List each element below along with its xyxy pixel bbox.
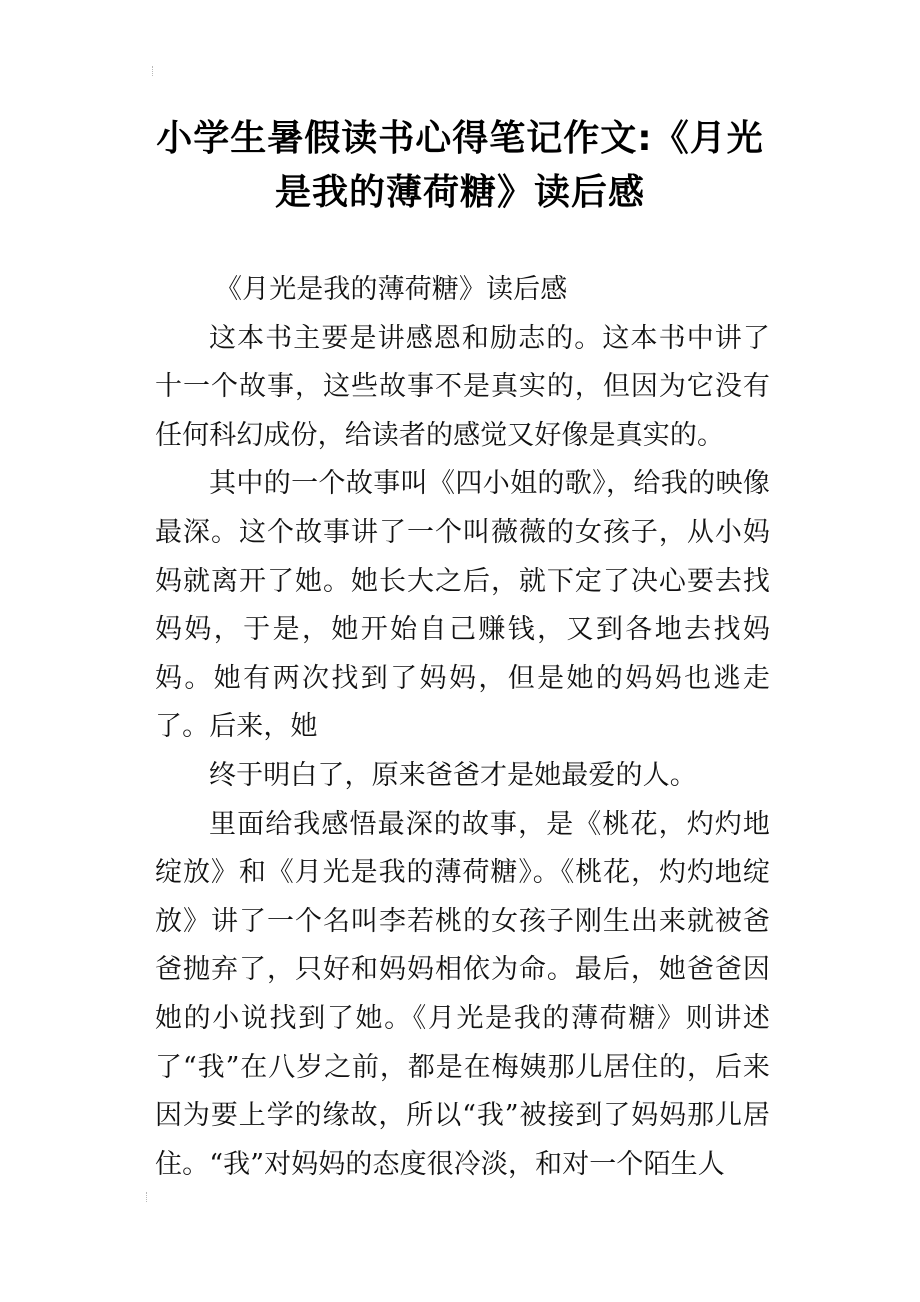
paragraph: 其中的一个故事叫《四小姐的歌》，给我的映像最深。这个故事讲了一个叫薇薇的女孩子，从小妈妈就离开了她。她长大之后，就下定了决心要去找妈妈，于是，她开始自己赚钱，又到各地去找妈妈。她有两次找到了妈妈，但是她的妈妈也逃走了。后来，她: [155, 468, 770, 743]
corner-crop-mark: [146, 1192, 153, 1202]
title-line-2: 是我的薄荷糖》读后感: [274, 172, 645, 213]
document-body: [155, 266, 770, 1189]
document-title: [120, 112, 800, 220]
title-line-1: 小学生暑假读书心得笔记作文:《月光: [156, 118, 764, 159]
corner-crop-mark: [152, 66, 159, 76]
paragraph: 里面给我感悟最深的故事，是《桃花，灼灼地绽放》和《月光是我的薄荷糖》。《桃花，灼灼地绽放》讲了一个名叫李若桃的女孩子刚生出来就被爸爸抛弃了，只好和妈妈相依为命。最后，她爸爸因她的小说找到了她。《月光是我的薄荷糖》则讲述了“我”在八岁之前，都是在梅姨那儿居住的，后来因为要上学的缘故，所以“我”被接到了妈妈那儿居住。“我”对妈妈的态度很冷淡，和对一个陌生人: [155, 808, 770, 1180]
paragraph: 终于明白了，原来爸爸才是她最爱的人。: [209, 759, 697, 791]
paragraph: 这本书主要是讲感恩和励志的。这本书中讲了十一个故事，这些故事不是真实的，但因为它没有任何科幻成份，给读者的感觉又好像是真实的。: [155, 322, 770, 451]
paragraph-subtitle: 《月光是我的薄荷糖》读后感: [215, 274, 568, 305]
